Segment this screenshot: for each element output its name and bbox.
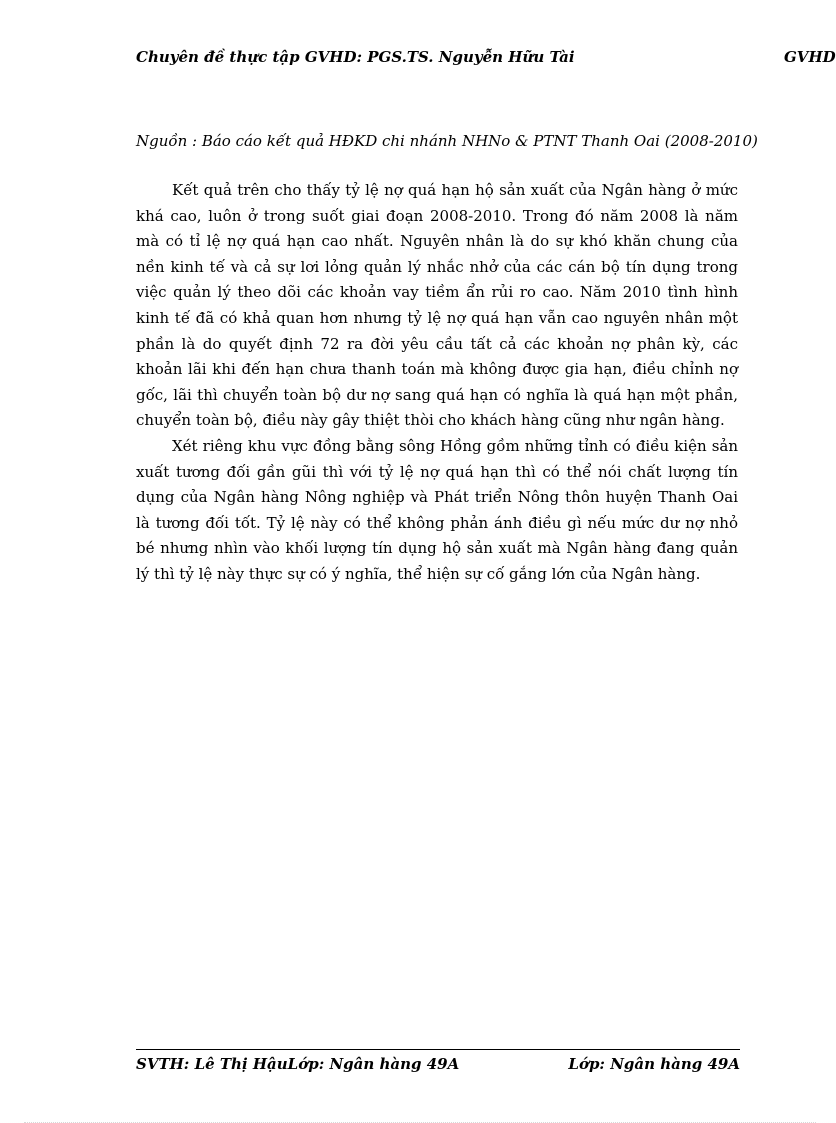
footer-class-info: Lớp: Ngân hàng 49A: [568, 1055, 740, 1073]
source-note: Nguồn : Báo cáo kết quả HĐKD chi nhánh NHNo & PTNT Thanh Oai (2008-2010): [136, 132, 758, 150]
header-title: Chuyên đề thực tập GVHD: PGS.TS. Nguyễn Hữu Tài: [136, 48, 575, 66]
paragraph: Kết quả trên cho thấy tỷ lệ nợ quá hạn hộ sản xuất của Ngân hàng ở mức khá cao, luôn ở trong suốt giai đoạn 2008-2010. Trong đó năm 2008 là năm mà có tỉ lệ nợ quá hạn cao nhất. Nguyên nhân là do sự khó khăn chung của nền kinh tế và cả sự lơi lỏng quản lý nhắc nhở của các cán bộ tín dụng trong việc quản lý theo dõi các khoản vay tiềm ẩn rủi ro cao. Năm 2010 tình hình kinh tế đã có khả quan hơn nhưng tỷ lệ nợ quá hạn vẫn cao nguyên nhân một phần là do quyết định 72 ra đời yêu cầu tất cả các khoản nợ phân kỳ, các khoản lãi khi đến hạn chưa thanh toán mà không được gia hạn, điều chỉnh nợ gốc, lãi thì chuyển toàn bộ dư nợ sang quá hạn có nghĩa là quá hạn một phần, chuyển toàn bộ, điều này gây thiệt thòi cho khách hàng cũng như ngân hàng.: [136, 181, 738, 430]
footer-divider: [136, 1049, 740, 1050]
page-footer: [136, 1055, 740, 1077]
footer-student-info: SVTH: Lê Thị HậuLớp: Ngân hàng 49A: [136, 1055, 460, 1073]
page-header: [136, 48, 836, 70]
document-body: [136, 178, 738, 588]
paragraph: Xét riêng khu vực đồng bằng sông Hồng gồm những tỉnh có điều kiện sản xuất tương đối gần gũi thì với tỷ lệ nợ quá hạn thì có thể nói chất lượng tín dụng của Ngân hàng Nông nghiệp và Phát triển Nông thôn huyện Thanh Oai là tương đối tốt. Tỷ lệ này có thể không phản ánh điều gì nếu mức dư nợ nhỏ bé nhưng nhìn vào khối lượng tín dụng hộ sản xuất mà Ngân hàng đang quản lý thì tỷ lệ này thực sự có ý nghĩa, thể hiện sự cố gắng lớn của Ngân hàng.: [136, 436, 738, 583]
header-right-label: GVHD: [784, 48, 836, 66]
